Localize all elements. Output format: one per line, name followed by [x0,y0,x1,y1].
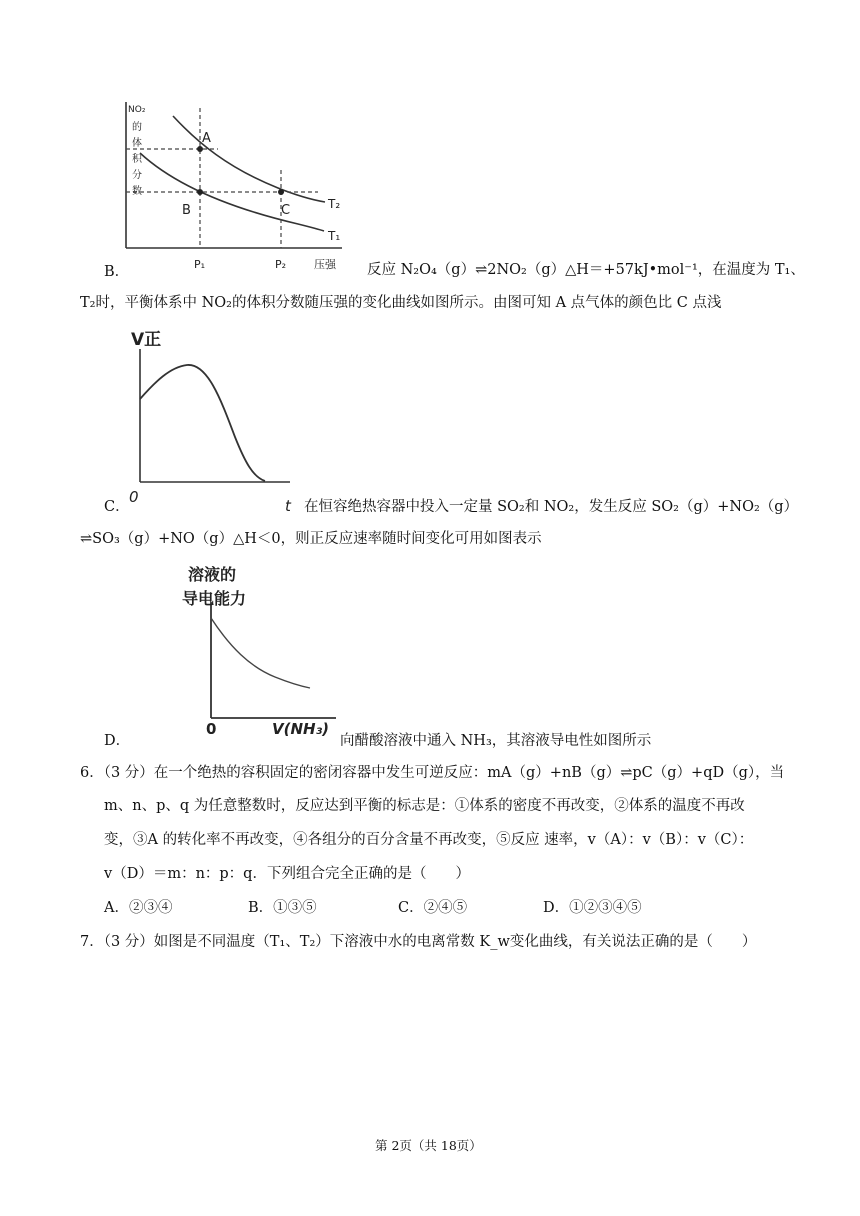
figure-c-rate-vs-time [125,327,300,512]
x-axis-label: t [285,497,291,512]
q6-line3: 变，③A 的转化率不再改变，④各组分的百分含量不再改变，⑤反应 速率，v（A）：v（B）：v（C）： [104,832,754,848]
option-b-text-line1: 反应 N₂O₄（g）⇌2NO₂（g）△H＝+57kJ•mol⁻¹，在温度为 T₁、 [367,262,805,278]
option-c-text-line2: ⇌SO₃（g）+NO（g）△H＜0，则正反应速率随时间变化可用如图表示 [80,531,542,547]
option-d-label: D． [104,733,131,749]
ylabel-char: 的 [132,122,142,133]
q6-option-c: C．②④⑤ [398,900,468,916]
ylabel-char: 数 [132,186,142,197]
conductivity-curve [211,618,310,688]
ylabel-char: 体 [132,138,142,149]
point-b-dot [197,189,203,195]
origin-label: 0 [129,488,139,506]
y-axis-label-line2: 导电能力 [182,589,247,608]
q6-line2: m、n、p、q 为任意整数时，反应达到平衡的标志是：①体系的密度不再改变，②体系的温度不再改 [104,798,745,814]
figure-b-no2-fraction-vs-pressure [118,98,350,280]
point-c-label: C [281,203,291,218]
q6-option-d: D．①②③④⑤ [543,900,642,916]
point-b-label: B [182,203,191,218]
option-c-text-line1: 在恒容绝热容器中投入一定量 SO₂和 NO₂，发生反应 SO₂（g）+NO₂（g） [304,499,799,515]
x-axis-label: V(NH₃) [272,720,329,738]
x-axis-label: 压强 [314,258,336,271]
option-b-label: B． [104,264,130,280]
y-axis-label: V正 [131,330,162,350]
q6-option-b: B．①③⑤ [248,900,317,916]
curve-t2-label: T₂ [328,197,341,211]
figure-d-conductivity-vs-nh3 [180,562,340,740]
rate-curve [140,365,265,481]
option-c-label: C． [104,499,130,515]
ylabel-char: 分 [132,170,142,181]
point-c-dot [278,189,284,195]
q6-line4: v（D）＝m：n：p：q．下列组合完全正确的是（ ） [104,866,470,882]
origin-label: 0 [206,720,217,738]
point-a-label: A [202,131,211,146]
tick-p1: P₁ [194,258,206,271]
curve-t1-label: T₁ [328,229,341,243]
tick-p2: P₂ [275,258,287,271]
point-a-dot [197,146,203,152]
page-footer: 第 2页（共 18页） [375,1138,482,1153]
q6-line1: 6．（3 分）在一个绝热的容积固定的密闭容器中发生可逆反应：mA（g）+nB（g）⇌pC（g）+qD（g），当 [80,765,785,781]
q6-option-a: A．②③④ [104,900,173,916]
y-axis-label-line1: 溶液的 [188,565,237,584]
ylabel-top: NO₂ [128,105,146,115]
option-b-text-line2: T₂时，平衡体系中 NO₂的体积分数随压强的变化曲线如图所示。由图可知 A 点气体的颜色比 C 点浅 [80,295,722,311]
q7-line1: 7．（3 分）如图是不同温度（T₁、T₂）下溶液中水的电离常数 K_w变化曲线，有关说法正确的是（ ） [80,934,757,950]
ylabel-char: 积 [132,154,142,165]
option-d-text-line1: 向醋酸溶液中通入 NH₃，其溶液导电性如图所示 [340,733,652,749]
